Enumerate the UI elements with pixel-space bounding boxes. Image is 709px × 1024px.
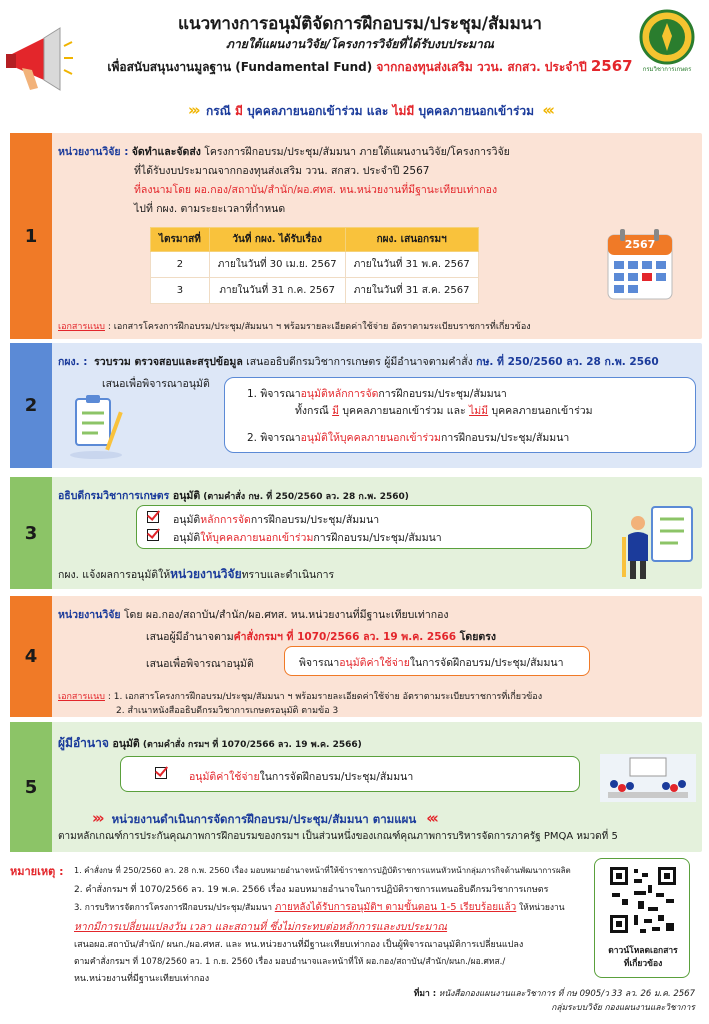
note-3-line5: หน.หน่วยงานที่มีฐานะเทียบเท่ากอง (74, 974, 210, 984)
clipboard-person-icon (62, 391, 132, 461)
schedule-table (150, 227, 479, 304)
box-highlight: อนุมัติค่าใช้จ่าย (339, 657, 410, 669)
item1b-have: มี (332, 405, 340, 417)
table-cell: 2 (151, 252, 210, 278)
item1-rest: การฝึกอบรม/ประชุม/สัมมนา (378, 388, 507, 400)
attach-label: เอกสารแนบ (58, 322, 105, 332)
table-cell: 3 (151, 278, 210, 304)
step5-order: (ตามคำสั่ง กรมฯ ที่ 1070/2566 ลว. 19 พ.ค. 2566) (139, 740, 362, 750)
fund-source: จากกองทุนส่งเสริม ววน. สกสว. ประจำปี (376, 60, 591, 74)
approval-box (136, 505, 592, 549)
step-number: 3 (10, 477, 52, 589)
item1b-prefix: ทั้งกรณี (295, 405, 333, 417)
calendar-icon (604, 225, 678, 305)
step2-action: รวบรวม ตรวจสอบและสรุปข้อมูล (94, 356, 243, 368)
step1-action: จัดทำและจัดส่ง (131, 146, 201, 158)
table-cell: ภายในวันที่ 30 เม.ย. 2567 (209, 252, 345, 278)
meeting-room-icon (600, 754, 696, 802)
attach-2: 2. สำเนาหนังสืออธิบดีกรมวิชาการเกษตรอนุมัติ ตามข้อ 3 (116, 706, 339, 716)
page-title: แนวทางการอนุมัติจัดการฝึกอบรม/ประชุม/สัมมนา (178, 14, 542, 34)
step5-action: อนุมัติ (108, 738, 140, 750)
chevron-left-icon: ‹‹‹ (542, 101, 552, 119)
item1-prefix: 1. พิจารณา (247, 388, 301, 400)
checkbox-icon (155, 767, 167, 779)
fund-prefix: เพื่อสนับสนุนงานมูลฐาน (Fundamental Fund) (107, 60, 377, 74)
check1-prefix: อนุมัติ (173, 514, 201, 526)
case-text-3: บุคคลภายนอกเข้าร่วม (414, 104, 535, 118)
step-number: 1 (10, 133, 52, 339)
item1b-rest: บุคคลภายนอกเข้าร่วม (488, 405, 593, 417)
box-rest: ในการจัดฝึกอบรม/ประชุม/สัมมนา (259, 771, 414, 783)
box-rest: ในการจัดฝึกอบรม/ประชุม/สัมมนา (409, 657, 564, 669)
step1-line1: โครงการฝึกอบรม/ประชุม/สัมมนา ภายใต้แผนงานวิจัย/โครงการวิจัย (200, 146, 510, 158)
step4-line2-prefix: เสนอผู้มีอำนาจตาม (146, 631, 234, 643)
step2-line1: เสนออธิบดีกรมวิชาการเกษตร ผู้มีอำนาจตามคำสั่ง (242, 356, 477, 368)
step-2-panel (10, 343, 702, 468)
qr-code-panel[interactable] (594, 858, 690, 978)
step1-line2: ที่ได้รับงบประมาณจากกองทุนส่งเสริม ววน. สกสว. ประจำปี 2567 (134, 165, 430, 177)
fund-line (60, 57, 680, 77)
qr-caption-1: ดาวน์โหลดเอกสาร (608, 946, 678, 956)
presenter-board-icon (622, 503, 696, 583)
item1b-mid: บุคคลภายนอกเข้าร่วม และ (339, 405, 469, 417)
step3-order: (ตามคำสั่ง กษ. ที่ 250/2560 ลว. 28 ก.พ. 2560) (200, 492, 409, 502)
box-highlight: อนุมัติค่าใช้จ่าย (189, 771, 260, 783)
source-line2: กลุ่มระบบวิจัย กองแผนงานและวิชาการ (551, 1003, 695, 1013)
item2-rest: การฝึกอบรม/ประชุม/สัมมนา (440, 432, 570, 444)
expense-box (284, 646, 590, 676)
case-banner (130, 101, 610, 121)
check2-prefix: อนุมัติ (173, 532, 201, 544)
step4-order: คำสั่งกรมฯ ที่ 1070/2566 ลว. 19 พ.ค. 2566 (233, 631, 457, 643)
page-subtitle: ภายใต้แผนงานวิจัย/โครงการวิจัยที่ได้รับงบประมาณ (226, 37, 494, 51)
qr-caption-2: ที่เกี่ยวข้อง (623, 959, 663, 969)
step1-line3: ที่ลงนามโดย ผอ.กอง/สถาบัน/สำนัก/ผอ.ศทส. หน.หน่วยงานที่มีฐานะเทียบเท่ากอง (134, 184, 498, 196)
check1-highlight: หลักการจัด (200, 514, 251, 526)
check2-highlight: ให้บุคคลภายนอกเข้าร่วม (200, 532, 314, 544)
table-cell: ภายในวันที่ 31 พ.ค. 2567 (345, 252, 478, 278)
step4-line3: เสนอเพื่อพิจารณาอนุมัติ (146, 658, 254, 670)
table-header: ไตรมาสที่ (151, 228, 210, 252)
notify-highlight: หน่วยงานวิจัย (170, 567, 242, 581)
chevron-left-icon: ‹‹‹ (426, 809, 436, 827)
case-have: มี (234, 104, 243, 118)
step2-line2: เสนอเพื่อพิจารณาอนุมัติ (102, 378, 210, 390)
item1-highlight: อนุมัติหลักการจัด (300, 388, 379, 400)
step2-order: กษ. ที่ 250/2560 ลว. 28 ก.พ. 2560 (476, 356, 659, 368)
step1-line4: ไปที่ กผง. ตามระยะเวลาที่กำหนด (134, 203, 286, 215)
pmqa-line: ตามหลักเกณฑ์การประกันคุณภาพการฝึกอบรมของกรมฯ เป็นส่วนหนึ่งของเกณฑ์คุณภาพการบริหารจัดการภาครัฐ PMQA หมวดที่ 5 (58, 831, 618, 842)
item2-highlight: อนุมัติให้บุคคลภายนอกเข้าร่วม (300, 432, 441, 444)
case-text-2: บุคคลภายนอกเข้าร่วม และ (242, 104, 393, 118)
table-row (151, 278, 479, 304)
table-header: กผง. เสนอกรมฯ (345, 228, 478, 252)
calendar-year: 2567 (624, 238, 656, 251)
qr-code-icon (608, 865, 678, 935)
step4-line1: โดย ผอ.กอง/สถาบัน/สำนัก/ผอ.ศทส. หน.หน่วยงานที่มีฐานะเทียบเท่ากอง (120, 609, 449, 621)
notes-label: หมายเหตุ : (10, 865, 64, 878)
note-3-line3: เสนอผอ.สถาบัน/สำนัก/ ผนก./ผอ.ศทส. และ หน.หน่วยงานที่มีฐานะเทียบเท่ากอง เป็นผู้พิจารณาอนุมัติการเปลี่ยนแปลง (74, 940, 524, 950)
table-cell: ภายในวันที่ 31 ก.ค. 2567 (209, 278, 345, 304)
checkbox-icon (147, 529, 159, 541)
step-4-panel (10, 596, 702, 717)
step3-action: อนุมัติ (169, 490, 201, 502)
note-3-tail: ให้หน่วยงาน (516, 903, 565, 913)
banner-prefix: หน่วยงานดำเนินการ (111, 812, 214, 826)
step-number: 5 (10, 722, 52, 852)
step2-label: กผง. : (58, 356, 88, 368)
source-label: ที่มา : (413, 989, 437, 999)
table-cell: ภายในวันที่ 31 ส.ค. 2567 (345, 278, 478, 304)
notify-rest: ทราบและดำเนินการ (241, 569, 335, 581)
check1-rest: การฝึกอบรม/ประชุม/สัมมนา (250, 514, 380, 526)
logo-caption: กรมวิชาการเกษตร (642, 66, 692, 73)
note-3-line4: ตามคำสั่งกรมฯ ที่ 1078/2560 ลว. 1 ก.ย. 2560 เรื่อง มอบอำนาจและหน้าที่ให้ ผอ.กอง/สถาบัน/สำนัก/ผนก./ผอ.ศทส./ (74, 957, 506, 967)
attach-1: : 1. เอกสารโครงการฝึกอบรม/ประชุม/สัมมนา ฯ พร้อมรายละเอียดค่าใช้จ่าย อัตราตามระเบียบราชการที่เกี่ยวข้อง (104, 692, 543, 702)
consider-box (224, 377, 696, 453)
case-not: ไม่มี (392, 104, 415, 118)
step1-label: หน่วยงานวิจัย : (58, 146, 129, 158)
box-prefix: พิจารณา (299, 657, 340, 669)
fund-year: 2567 (590, 57, 633, 75)
megaphone-icon (4, 10, 74, 100)
attach-label: เอกสารแนบ (58, 692, 105, 702)
note-2: 2. คำสั่งกรมฯ ที่ 1070/2566 ลว. 19 พ.ค. 2566 เรื่อง มอบหมายอำนาจในการปฏิบัติราชการแทนอธิบดีกรมวิชาการเกษตร (74, 885, 549, 895)
chevron-right-icon: ››› (188, 101, 198, 119)
table-row (151, 252, 479, 278)
step-1-panel (10, 133, 702, 339)
step-3-panel (10, 477, 702, 589)
source-text: หนังสือกองแผนงานและวิชาการ ที่ กษ 0905/ว 33 ลว. 26 ม.ค. 2567 (436, 989, 695, 999)
note-3-prefix: 3. การบริหารจัดการโครงการฝึกอบรม/ประชุม/สัมมนา (74, 903, 275, 913)
check2-rest: การฝึกอบรม/ประชุม/สัมมนา (313, 532, 442, 544)
note-3-line2: หากมีการเปลี่ยนแปลงวัน เวลา และสถานที่ ซึ่งไม่กระทบต่อหลักการและงบประมาณ (74, 921, 448, 933)
step-number: 2 (10, 343, 52, 468)
source-note (414, 986, 695, 1014)
banner-rest: จัดการฝึกอบรม/ประชุม/สัมมนา ตามแผน (213, 812, 417, 826)
item2-prefix: 2. พิจารณา (247, 432, 301, 444)
table-header: วันที่ กผง. ได้รับเรื่อง (209, 228, 345, 252)
item1b-not: ไม่มี (468, 405, 489, 417)
note-1: 1. คำสั่งกษ ที่ 250/2560 ลว. 28 ก.พ. 2560 เรื่อง มอบหมายอำนาจหน้าที่ให้ข้าราชการปฏิบัติราชการแทนหัวหน้ากลุ่มภารกิจด้านพัฒนาการผลิต (74, 866, 571, 875)
attach-text: : เอกสารโครงการฝึกอบรม/ประชุม/สัมมนา ฯ พร้อมรายละเอียดค่าใช้จ่าย อัตราตามระเบียบราชการที่เกี่ยวข้อง (104, 322, 531, 332)
step-5-panel (10, 722, 702, 852)
step4-label: หน่วยงานวิจัย (58, 609, 121, 621)
step3-label: อธิบดีกรมวิชาการเกษตร (58, 490, 170, 502)
checkbox-icon (147, 511, 159, 523)
approval-box (120, 756, 580, 792)
note-3-highlight: ภายหลังได้รับการอนุมัติฯ ตามขั้นตอน 1-5 เรียบร้อยแล้ว (274, 902, 517, 913)
case-text-1: กรณี (205, 104, 235, 118)
notify-prefix: กผง. แจ้งผลการอนุมัติให้ (58, 569, 171, 581)
step5-label: ผู้มีอำนาจ (58, 736, 109, 750)
chevron-right-icon: ››› (92, 809, 102, 827)
step-number: 4 (10, 596, 52, 717)
step4-line2-rest: โดยตรง (456, 631, 496, 643)
